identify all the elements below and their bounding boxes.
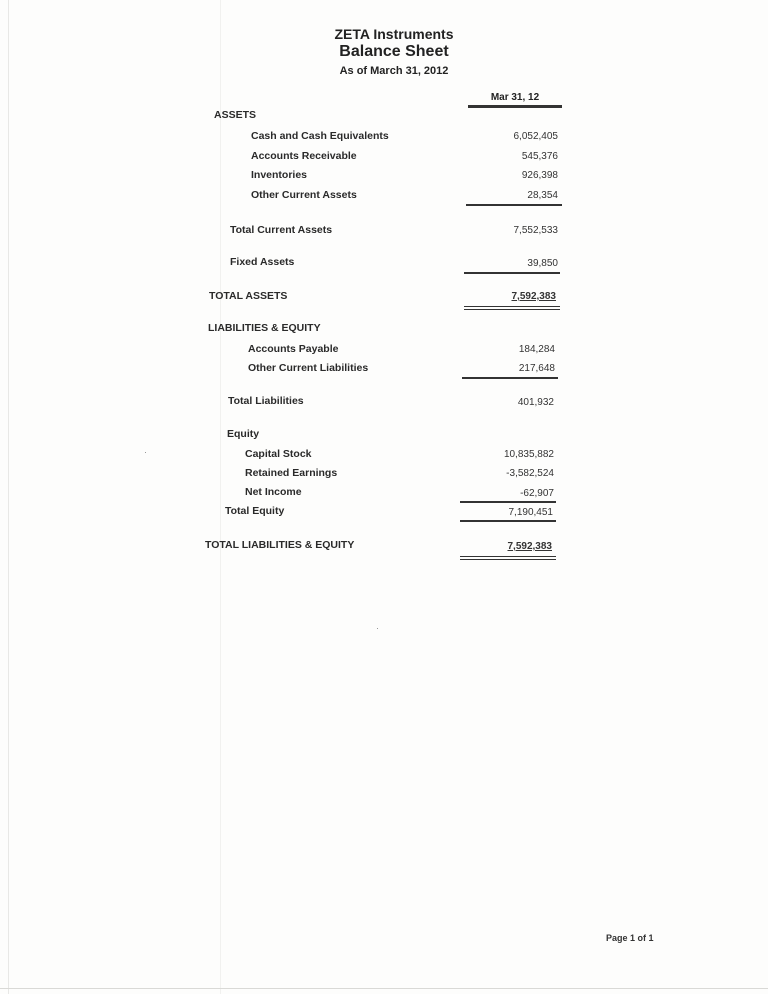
- double-rule-top: [464, 306, 560, 307]
- page-shadow-line: [220, 0, 221, 994]
- inventories-label: Inventories: [251, 169, 308, 181]
- column-header: Mar 31, 12: [490, 92, 540, 103]
- total-liabilities-value: 401,932: [517, 397, 554, 408]
- total-current-assets-label: Total Current Assets: [230, 224, 333, 236]
- double-rule-bottom: [460, 559, 556, 560]
- total-liabilities-equity-label: TOTAL LIABILITIES & EQUITY: [205, 539, 355, 551]
- scan-speck: [377, 628, 378, 629]
- page-edge: [8, 0, 9, 994]
- accounts-payable-label: Accounts Payable: [248, 343, 339, 355]
- receivable-value: 545,376: [521, 151, 558, 162]
- liabilities-equity-heading: LIABILITIES & EQUITY: [208, 322, 321, 334]
- double-rule-top: [460, 556, 556, 557]
- equity-heading: Equity: [227, 428, 260, 440]
- other-current-assets-label: Other Current Assets: [251, 189, 357, 201]
- subtotal-rule: [460, 520, 556, 522]
- total-liabilities-label: Total Liabilities: [228, 395, 304, 407]
- fixed-assets-label: Fixed Assets: [230, 256, 295, 268]
- total-current-assets-value: 7,552,533: [513, 225, 558, 236]
- cash-value: 6,052,405: [513, 131, 558, 142]
- total-equity-label: Total Equity: [225, 505, 285, 517]
- net-income-label: Net Income: [245, 486, 302, 498]
- page-bottom-edge: [0, 988, 768, 989]
- subtotal-rule: [460, 501, 556, 503]
- subtotal-rule: [466, 204, 562, 206]
- total-equity-value: 7,190,451: [508, 507, 553, 518]
- retained-earnings-label: Retained Earnings: [245, 467, 338, 479]
- total-assets-label: TOTAL ASSETS: [209, 290, 288, 302]
- cash-label: Cash and Cash Equivalents: [251, 130, 389, 142]
- report-title: Balance Sheet: [339, 43, 449, 60]
- capital-stock-label: Capital Stock: [245, 448, 312, 460]
- net-income-value: -62,907: [520, 488, 554, 499]
- page-number: Page 1 of 1: [606, 933, 654, 943]
- total-assets-value: 7,592,383: [511, 291, 556, 302]
- company-name: ZETA Instruments: [334, 26, 454, 42]
- inventories-value: 926,398: [521, 170, 558, 181]
- other-current-assets-value: 28,354: [527, 190, 558, 201]
- other-current-liabilities-label: Other Current Liabilities: [248, 362, 369, 374]
- fixed-assets-value: 39,850: [527, 258, 558, 269]
- assets-heading: ASSETS: [214, 109, 257, 121]
- capital-stock-value: 10,835,882: [503, 449, 554, 460]
- receivable-label: Accounts Receivable: [251, 150, 357, 162]
- subtotal-rule: [462, 377, 558, 379]
- retained-earnings-value: -3,582,524: [506, 468, 554, 479]
- scan-speck: [145, 452, 146, 453]
- report-date: As of March 31, 2012: [339, 65, 449, 77]
- total-liabilities-equity-value: 7,592,383: [507, 541, 552, 552]
- accounts-payable-value: 184,284: [518, 344, 555, 355]
- double-rule-bottom: [464, 309, 560, 310]
- subtotal-rule: [464, 272, 560, 274]
- column-header-rule: [468, 105, 562, 108]
- other-current-liabilities-value: 217,648: [518, 363, 555, 374]
